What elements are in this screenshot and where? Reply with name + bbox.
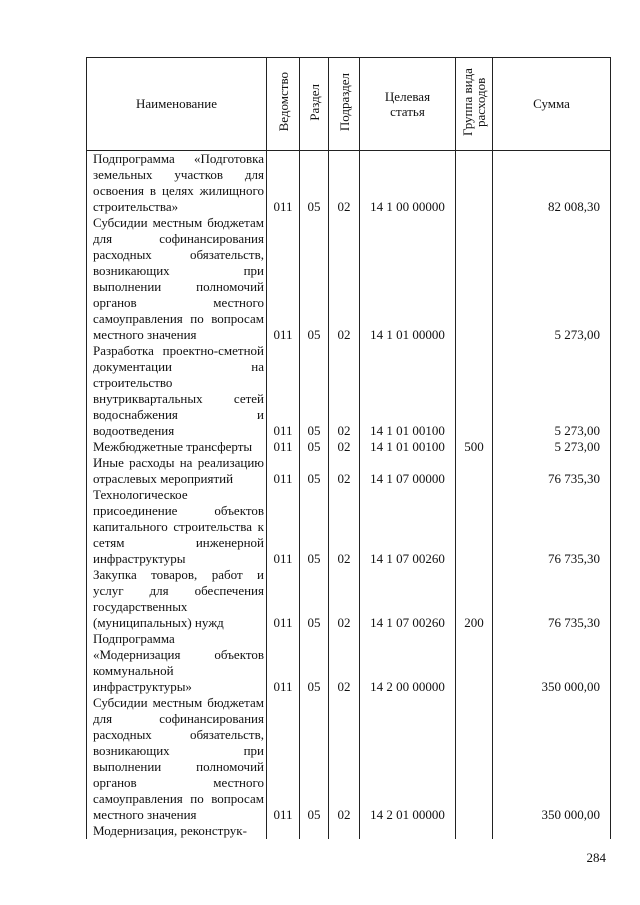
row-name: Иные расходы на реализацию отраслевых мероприятий — [87, 455, 267, 487]
row-podrazdel: 02 — [329, 151, 360, 216]
row-razdel — [300, 823, 329, 839]
row-group — [456, 343, 493, 439]
table-header-row — [87, 58, 611, 151]
row-name: Межбюджетные трансферты — [87, 439, 267, 455]
row-group — [456, 151, 493, 216]
table-row — [87, 343, 611, 439]
row-sum: 350 000,00 — [493, 695, 611, 823]
row-name: Субсидии местным бюджетам для софинансирования расходных обязательств, возникающих при выполнении полномочий органов местного самоуправления по вопросам местного значения — [87, 695, 267, 823]
row-target: 14 1 01 00000 — [360, 215, 456, 343]
row-podrazdel: 02 — [329, 487, 360, 567]
header-target: Целевая статья — [360, 58, 456, 151]
row-razdel: 05 — [300, 567, 329, 631]
header-razdel: Раздел — [300, 58, 329, 151]
row-razdel: 05 — [300, 343, 329, 439]
row-podrazdel: 02 — [329, 215, 360, 343]
budget-table — [86, 57, 611, 839]
row-podrazdel — [329, 823, 360, 839]
row-target: 14 2 00 00000 — [360, 631, 456, 695]
row-sum: 5 273,00 — [493, 343, 611, 439]
row-name: Субсидии местным бюджетам для софинансирования расходных обязательств, возникающих при выполнении полномочий органов местного самоуправления по вопросам местного значения — [87, 215, 267, 343]
row-sum: 5 273,00 — [493, 215, 611, 343]
header-name: Наименование — [87, 58, 267, 151]
row-group — [456, 487, 493, 567]
row-vedomstvo: 011 — [267, 695, 300, 823]
row-vedomstvo: 011 — [267, 455, 300, 487]
row-razdel: 05 — [300, 695, 329, 823]
row-group — [456, 215, 493, 343]
row-target: 14 2 01 00000 — [360, 695, 456, 823]
row-sum: 5 273,00 — [493, 439, 611, 455]
row-vedomstvo: 011 — [267, 343, 300, 439]
row-sum: 350 000,00 — [493, 631, 611, 695]
row-target: 14 1 07 00260 — [360, 487, 456, 567]
row-target — [360, 823, 456, 839]
row-vedomstvo: 011 — [267, 487, 300, 567]
row-target: 14 1 01 00100 — [360, 439, 456, 455]
table-row — [87, 487, 611, 567]
row-group — [456, 455, 493, 487]
row-podrazdel: 02 — [329, 695, 360, 823]
row-razdel: 05 — [300, 439, 329, 455]
table-row — [87, 215, 611, 343]
row-sum: 76 735,30 — [493, 455, 611, 487]
row-sum: 76 735,30 — [493, 567, 611, 631]
row-group — [456, 695, 493, 823]
row-razdel: 05 — [300, 151, 329, 216]
row-razdel: 05 — [300, 455, 329, 487]
header-group: Группа вида расходов — [456, 58, 493, 151]
row-name: Разработка проектно-сметной документации на строительство внутриквартальных сетей водоснабжения и водоотведения — [87, 343, 267, 439]
table-row — [87, 631, 611, 695]
row-vedomstvo: 011 — [267, 151, 300, 216]
row-razdel: 05 — [300, 487, 329, 567]
table-row — [87, 823, 611, 839]
table-row — [87, 439, 611, 455]
row-vedomstvo: 011 — [267, 215, 300, 343]
row-vedomstvo: 011 — [267, 439, 300, 455]
row-name: Модернизация, реконструк- — [87, 823, 267, 839]
row-podrazdel: 02 — [329, 439, 360, 455]
row-vedomstvo: 011 — [267, 631, 300, 695]
row-group: 500 — [456, 439, 493, 455]
row-vedomstvo — [267, 823, 300, 839]
row-name: Подпрограмма «Подготовка земельных участков для освоения в целях жилищного строительства» — [87, 151, 267, 216]
row-podrazdel: 02 — [329, 343, 360, 439]
header-vedomstvo: Ведомство — [267, 58, 300, 151]
row-target: 14 1 07 00000 — [360, 455, 456, 487]
header-sum: Сумма — [493, 58, 611, 151]
row-razdel: 05 — [300, 631, 329, 695]
row-sum — [493, 823, 611, 839]
row-sum: 82 008,30 — [493, 151, 611, 216]
row-target: 14 1 07 00260 — [360, 567, 456, 631]
row-name: Закупка товаров, работ и услуг для обеспечения государственных (муниципальных) нужд — [87, 567, 267, 631]
row-podrazdel: 02 — [329, 631, 360, 695]
row-podrazdel: 02 — [329, 455, 360, 487]
row-name: Технологическое присоединение объектов капитального строительства к сетям инженерной инфраструктуры — [87, 487, 267, 567]
table-row — [87, 151, 611, 216]
row-vedomstvo: 011 — [267, 567, 300, 631]
header-podrazdel: Подраздел — [329, 58, 360, 151]
table-row — [87, 455, 611, 487]
row-sum: 76 735,30 — [493, 487, 611, 567]
row-name: Подпрограмма «Модернизация объектов коммунальной инфраструктуры» — [87, 631, 267, 695]
row-group — [456, 823, 493, 839]
table-row — [87, 567, 611, 631]
row-group: 200 — [456, 567, 493, 631]
page-number: 284 — [586, 850, 606, 865]
row-podrazdel: 02 — [329, 567, 360, 631]
row-group — [456, 631, 493, 695]
row-target: 14 1 00 00000 — [360, 151, 456, 216]
table-row — [87, 695, 611, 823]
row-target: 14 1 01 00100 — [360, 343, 456, 439]
row-razdel: 05 — [300, 215, 329, 343]
